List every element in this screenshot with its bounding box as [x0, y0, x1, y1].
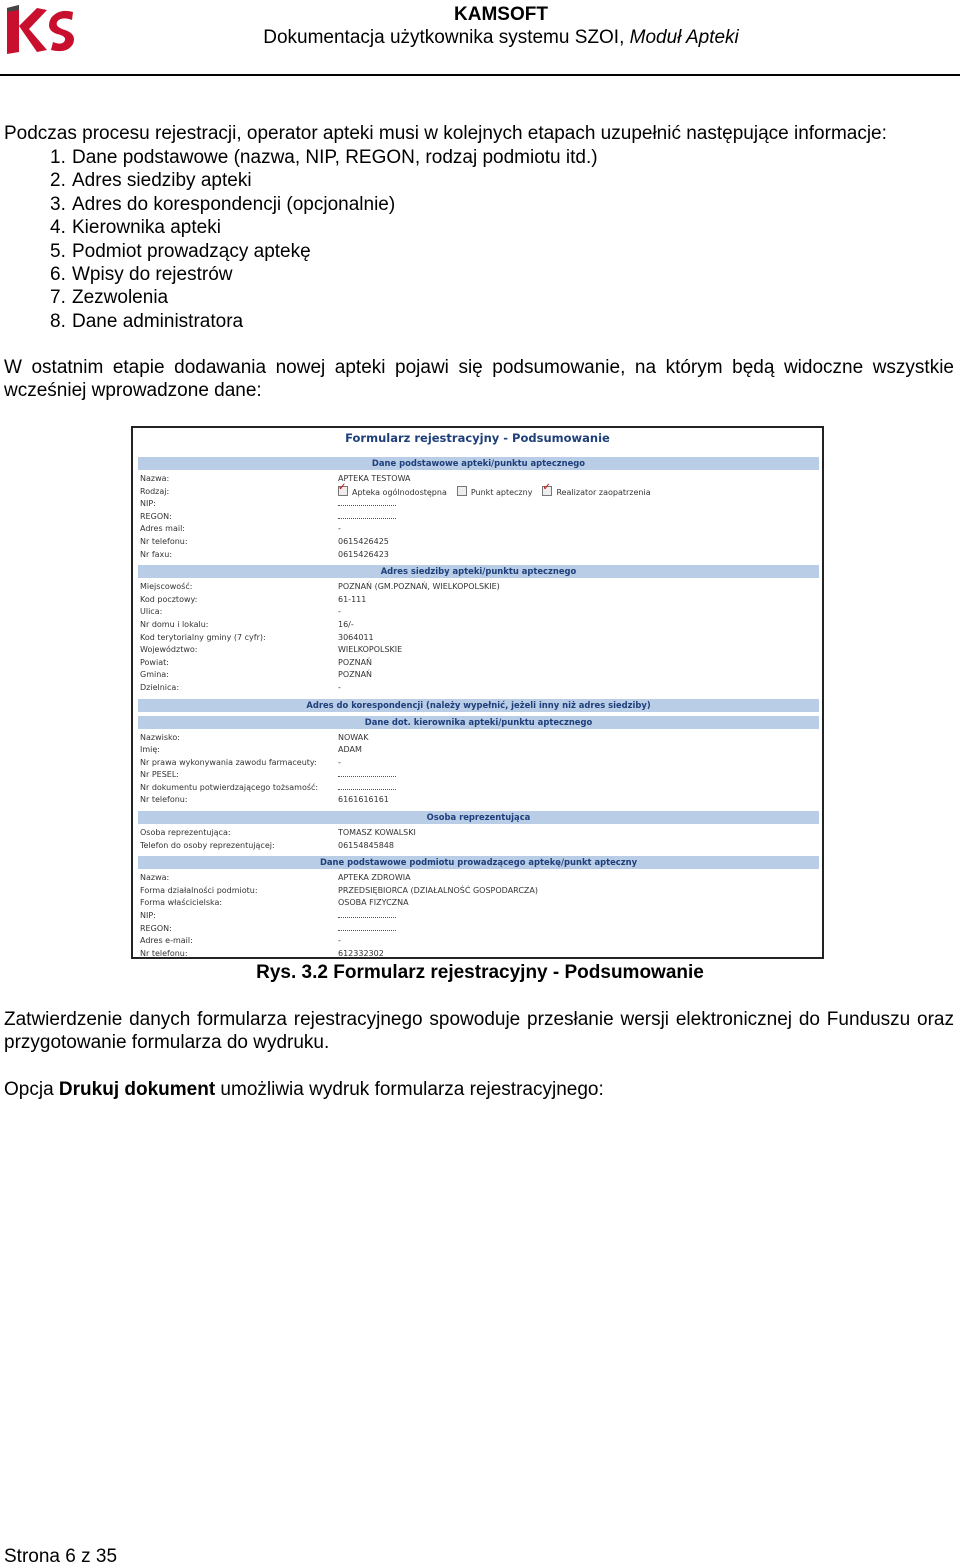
- form-row: [138, 897, 819, 910]
- step-text: Dane podstawowe (nazwa, NIP, REGON, rodzaj podmiotu itd.): [72, 147, 598, 168]
- step-text: Podmiot prowadzący aptekę: [72, 240, 311, 262]
- form-field-label: Ulica:: [140, 607, 163, 617]
- figure-caption: Rys. 3.2 Formularz rejestracyjny - Podsumowanie: [256, 962, 704, 983]
- form-field-value: 06154845848: [338, 840, 394, 850]
- form-field-label: Województwo:: [140, 645, 198, 655]
- form-field-label: Dzielnica:: [140, 682, 180, 692]
- intro-paragraph: Podczas procesu rejestracji, operator apteki musi w kolejnych etapach uzupełnić następujące informacje:: [4, 123, 887, 144]
- form-field-label: Osoba reprezentująca:: [140, 828, 231, 838]
- header-rule: [0, 74, 960, 76]
- form-field-label: Nr prawa wykonywania zawodu farmaceuty:: [140, 757, 317, 767]
- form-row: [138, 644, 819, 657]
- form-field-label: Kod terytorialny gminy (7 cyfr):: [140, 632, 266, 642]
- form-field-label: Powiat:: [140, 657, 169, 667]
- form-title: Formularz rejestracyjny - Podsumowanie: [345, 431, 610, 445]
- form-row: [138, 473, 819, 486]
- form-field-value: NOWAK: [338, 732, 369, 742]
- step-number: 7.: [50, 287, 66, 309]
- form-field-value: APTEKA TESTOWA: [338, 474, 411, 483]
- form-field-label: Kod pocztowy:: [140, 594, 198, 604]
- form-field-value: 6161616161: [338, 795, 389, 805]
- step-number: 1.: [50, 147, 66, 168]
- form-field-value: OSOBA FIZYCZNA: [338, 898, 409, 908]
- form-field-value: -: [338, 936, 341, 946]
- step-text: Kierownika apteki: [72, 217, 221, 239]
- subtitle-prefix: Dokumentacja użytkownika systemu SZOI,: [263, 27, 630, 48]
- form-field-label: Nr PESEL:: [140, 770, 179, 780]
- form-field-masked-value: [338, 782, 396, 790]
- form-field-label: REGON:: [140, 511, 172, 521]
- form-row: [138, 872, 819, 885]
- form-section-heading: Dane dot. kierownika apteki/punktu aptecznego: [138, 716, 819, 729]
- form-field-label: Forma działalności podmiotu:: [140, 885, 258, 895]
- step-item: [50, 286, 598, 309]
- step-number: 8.: [50, 310, 66, 332]
- form-row: [138, 794, 819, 807]
- form-section-heading: Adres siedziby apteki/punktu aptecznego: [138, 565, 819, 578]
- checkbox-label: Realizator zaopatrzenia: [556, 487, 651, 497]
- form-field-value: POZNAŃ: [338, 657, 373, 667]
- form-row: [138, 511, 819, 524]
- page-header: [0, 0, 960, 76]
- step-number: 4.: [50, 217, 66, 239]
- form-field-label: Forma właścicielska:: [140, 898, 223, 908]
- form-field-label: Nr telefonu:: [140, 536, 188, 546]
- form-field-value: 0615426423: [338, 549, 389, 559]
- step-item: [50, 240, 598, 263]
- print-paragraph: [4, 1078, 954, 1101]
- form-field-label: NIP:: [140, 911, 156, 921]
- step-item: [50, 146, 598, 169]
- form-row: [138, 682, 819, 695]
- form-field-label: REGON:: [140, 923, 172, 933]
- form-field-value: -: [338, 524, 341, 534]
- form-row: [138, 948, 819, 961]
- form-field-label: Nazwa:: [140, 873, 170, 883]
- form-field-value: 3064011: [338, 632, 374, 642]
- step-number: 3.: [50, 193, 66, 215]
- step-text: Adres siedziby apteki: [72, 170, 252, 192]
- form-field-value: -: [338, 607, 341, 617]
- step-text: Zezwolenia: [72, 287, 169, 309]
- form-row: [138, 827, 819, 840]
- step-number: 6.: [50, 264, 66, 286]
- form-section-heading: Dane podstawowe apteki/punktu aptecznego: [138, 457, 819, 470]
- form-field-value: TOMASZ KOWALSKI: [338, 828, 416, 838]
- step-item: [50, 310, 598, 333]
- form-field-label: Imię:: [140, 745, 160, 755]
- form-field-value: APTEKA ZDROWIA: [338, 873, 411, 883]
- step-number: 2.: [50, 170, 66, 192]
- form-row: [138, 549, 819, 562]
- step-text: Adres do korespondencji (opcjonalnie): [72, 193, 396, 215]
- print-text-before: Opcja: [4, 1079, 59, 1100]
- checkbox-icon: [338, 486, 348, 496]
- form-row: [138, 498, 819, 511]
- form-field-label: Adres e-mail:: [140, 936, 193, 946]
- form-field-label: Nr dokumentu potwierdzającego tożsamość:: [140, 782, 319, 792]
- form-field-label: Adres mail:: [140, 524, 185, 534]
- form-row: [138, 606, 819, 619]
- form-field-masked-value: [338, 511, 396, 519]
- form-field-value: POZNAŃ: [338, 670, 373, 680]
- checkbox-label: Apteka ogólnodostępna: [352, 487, 447, 497]
- form-summary: [138, 455, 819, 962]
- step-text: Wpisy do rejestrów: [72, 264, 233, 286]
- form-field-label: Nr telefonu:: [140, 795, 188, 805]
- form-row: [138, 657, 819, 670]
- checkbox-icon: [457, 486, 467, 496]
- form-field-value: PRZEDSIĘBIORCA (DZIAŁALNOŚĆ GOSPODARCZA): [338, 885, 538, 895]
- form-field-label: Gmina:: [140, 670, 169, 680]
- step-item: [50, 263, 598, 286]
- form-row: [138, 523, 819, 536]
- form-row: [138, 910, 819, 923]
- form-row: [138, 619, 819, 632]
- form-field-value: ADAM: [338, 745, 362, 755]
- summary-paragraph: W ostatnim etapie dodawania nowej apteki pojawi się podsumowanie, na którym będą widoczne wszystkie wcześniej wprowadzone dane:: [4, 357, 954, 402]
- form-row: [138, 486, 819, 499]
- step-item: [50, 169, 598, 192]
- form-field-label: Rodzaj:: [140, 486, 170, 496]
- form-row: [138, 757, 819, 770]
- form-row: [138, 885, 819, 898]
- form-field-value: 0615426425: [338, 536, 389, 546]
- form-field-label: Nr telefonu:: [140, 948, 188, 958]
- form-field-masked-value: [338, 498, 396, 506]
- form-field-value: POZNAŃ (GM.POZNAŃ, WIELKOPOLSKIE): [338, 582, 500, 592]
- form-field-label: NIP:: [140, 499, 156, 509]
- step-number: 5.: [50, 240, 66, 262]
- form-field-value: [338, 486, 661, 500]
- subtitle-module: Moduł Apteki: [629, 27, 739, 48]
- form-field-masked-value: [338, 910, 396, 918]
- form-row: [138, 923, 819, 936]
- form-field-value: -: [338, 682, 341, 692]
- form-field-label: Nazwisko:: [140, 732, 180, 742]
- checkbox-icon: [542, 486, 552, 496]
- print-document-option: Drukuj dokument: [58, 1079, 216, 1100]
- form-row: [138, 935, 819, 948]
- print-text-after: umożliwia wydruk formularza rejestracyjnego:: [215, 1079, 604, 1100]
- form-section-heading: Osoba reprezentująca: [138, 811, 819, 824]
- form-summary-screenshot: [131, 426, 824, 959]
- checkbox-label: Punkt apteczny: [470, 487, 533, 497]
- step-item: [50, 216, 598, 239]
- confirmation-paragraph: Zatwierdzenie danych formularza rejestracyjnego spowoduje przesłanie wersji elektronicznej do Funduszu oraz przygotowanie formularza do wydruku.: [4, 1009, 954, 1054]
- page-number: Strona 6 z 35: [4, 1546, 118, 1567]
- form-row: [138, 732, 819, 745]
- form-section-heading: Dane podstawowe podmiotu prowadzącego aptekę/punkt apteczny: [138, 856, 819, 869]
- form-field-value: 61-111: [338, 594, 367, 604]
- form-row: [138, 594, 819, 607]
- form-row: [138, 840, 819, 853]
- document-subtitle: [0, 27, 960, 49]
- company-name: KAMSOFT: [454, 4, 548, 25]
- step-item: [50, 193, 598, 216]
- form-field-value: 612332302: [338, 948, 384, 958]
- form-field-value: -: [338, 757, 341, 767]
- form-field-value: WIELKOPOLSKIE: [338, 645, 403, 655]
- form-section-heading: Adres do korespondencji (należy wypełnić, jeżeli inny niż adres siedziby): [138, 699, 819, 712]
- form-field-value: 16/-: [338, 619, 354, 629]
- form-field-label: Telefon do osoby reprezentującej:: [140, 840, 275, 850]
- form-field-label: Nr faxu:: [140, 549, 173, 559]
- step-text: Dane administratora: [72, 310, 244, 332]
- form-row: [138, 744, 819, 757]
- form-field-masked-value: [338, 769, 396, 777]
- form-row: [138, 769, 819, 782]
- form-row: [138, 632, 819, 645]
- form-field-label: Nr domu i lokalu:: [140, 619, 209, 629]
- form-row: [138, 669, 819, 682]
- registration-steps-list: [50, 146, 598, 333]
- form-field-masked-value: [338, 923, 396, 931]
- form-row: [138, 581, 819, 594]
- form-field-label: Nazwa:: [140, 474, 170, 483]
- form-field-label: Miejscowość:: [140, 582, 193, 592]
- form-row: [138, 536, 819, 549]
- form-row: [138, 782, 819, 795]
